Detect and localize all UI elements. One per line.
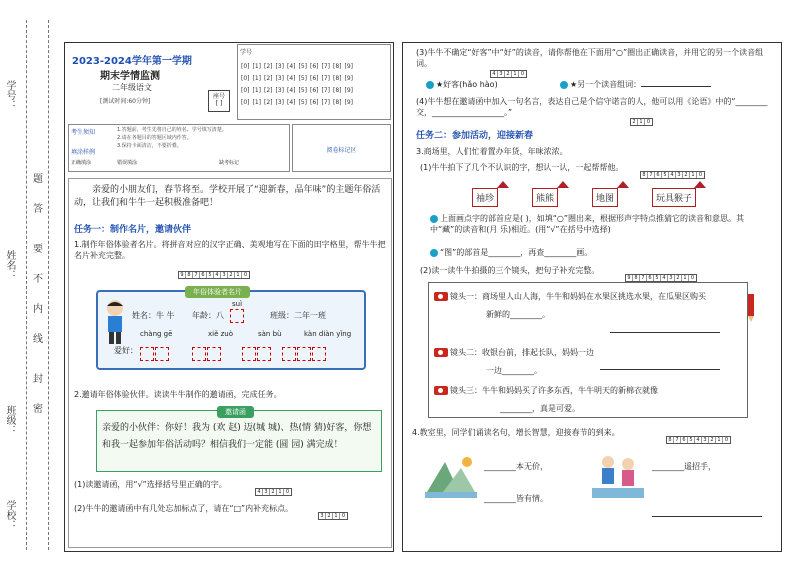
digit[interactable]: [1]	[252, 63, 261, 70]
pinyin: chàng gē	[140, 330, 173, 338]
score-cell[interactable]: 5	[207, 272, 214, 278]
answer-line-wrap[interactable]	[652, 502, 762, 521]
card-age: 年龄：八	[192, 311, 224, 320]
digit[interactable]: [2]	[264, 87, 273, 94]
correct-label: 正确填涂	[71, 160, 92, 166]
score-cell[interactable]: 0	[690, 274, 695, 281]
seal-char: 不	[33, 274, 43, 285]
student-no-label: 学号：	[4, 80, 15, 110]
digit[interactable]: [0]	[241, 75, 250, 82]
pinyin: sàn bù	[258, 330, 282, 338]
score-cell[interactable]: 0	[243, 271, 248, 278]
digit[interactable]: [2]	[264, 75, 273, 82]
digit[interactable]: [3]	[275, 75, 284, 82]
q3-1-a-text: 上面画点字的部首应是( )，如填“○”圈出来，根据形声字特点推猜它的读音和意思。其中“藏”的读音和(月 乐)相近。(用“√”在括号中选择)	[430, 214, 745, 234]
intro-text: 亲爱的小朋友们，春节将至。学校开展了“迎新春，品年味”的主题年俗活动，让我们和牛牛一起积极准备吧！	[74, 185, 381, 208]
digit[interactable]: [9]	[344, 63, 353, 70]
score-cell[interactable]: 1	[682, 275, 689, 281]
q4-score-box[interactable]	[630, 111, 653, 130]
score-cell[interactable]: 4	[669, 172, 676, 178]
q1-score-box[interactable]	[178, 264, 250, 283]
q3a-other-label: ★另一个读音组词：	[570, 80, 642, 89]
digit[interactable]: [8]	[333, 99, 342, 106]
bullet-icon	[426, 81, 434, 89]
digit-row[interactable]	[241, 87, 353, 94]
q2-1-text: (1)读邀请函，用“√”选择括号里正确的字。	[74, 480, 227, 489]
q1-text: 1.制作年俗体验者名片。将拼音对应的汉字正确、美观地写在下面的田字格里，帮牛牛把名片补充完整。	[74, 240, 386, 260]
score-cell[interactable]: 5	[688, 437, 695, 443]
digit[interactable]: [6]	[310, 63, 319, 70]
score-cell[interactable]: 3	[263, 489, 270, 495]
score-cell[interactable]: 2	[683, 172, 690, 178]
shot1-b: 新鲜的________。	[486, 310, 550, 319]
score-cell[interactable]: 2	[709, 437, 716, 443]
missing-label: 缺考标记	[219, 160, 240, 166]
tian-grid[interactable]	[207, 347, 221, 361]
digit[interactable]: [5]	[298, 99, 307, 106]
digit[interactable]: [0]	[241, 63, 250, 70]
score-cell[interactable]: 3	[702, 437, 709, 443]
poem1-a: ________本无价，	[484, 462, 548, 471]
score-cell[interactable]: 3	[498, 71, 505, 77]
invite-title: 邀请函	[217, 406, 254, 418]
score-cell[interactable]: 2	[675, 275, 682, 281]
score-cell[interactable]: 2	[631, 119, 638, 125]
digit[interactable]: [6]	[310, 75, 319, 82]
binding-line-inner	[48, 20, 49, 550]
pencil-icon	[744, 292, 758, 322]
grad-cap-icon	[617, 181, 629, 188]
seat-value: [ ]	[215, 100, 223, 107]
score-cell[interactable]: 5	[662, 172, 669, 178]
score-cell[interactable]: 5	[654, 275, 661, 281]
pinyin: kàn diàn yǐng	[304, 330, 352, 338]
subject: 二年级语文	[112, 83, 152, 92]
digit[interactable]: [4]	[287, 75, 296, 82]
task1-title: 任务一：制作名片，邀请伙伴	[74, 225, 192, 235]
notes-title: 考生须知	[71, 129, 96, 136]
shot2-b: 一边________。	[486, 366, 542, 375]
score-cell[interactable]: 3	[319, 513, 326, 519]
score-cell[interactable]: 1	[333, 513, 340, 519]
seal-char: 线	[33, 334, 43, 345]
seal-char: 答	[33, 204, 43, 215]
digit[interactable]: [7]	[321, 99, 330, 106]
digit[interactable]: [0]	[241, 87, 250, 94]
score-cell[interactable]: 2	[270, 489, 277, 495]
q2-1-score-box[interactable]	[255, 481, 292, 500]
card-title: 年俗体验者名片	[185, 286, 250, 298]
hobby-label: 爱好：	[114, 346, 138, 355]
shot1-text: 镜头一：商场里人山人海，牛牛和妈妈在水果区挑选水果，在瓜果区购买	[450, 292, 706, 301]
bullet-icon	[560, 81, 568, 89]
score-cell[interactable]: 4	[256, 489, 263, 495]
digit[interactable]: [4]	[287, 63, 296, 70]
score-cell[interactable]: 7	[193, 272, 200, 278]
answer-line[interactable]	[652, 516, 762, 517]
tian-grid[interactable]	[257, 347, 271, 361]
notes-line: 3.保持卡面清洁，不要折叠。	[117, 143, 182, 149]
grad-cap-icon	[694, 181, 706, 188]
q3-1-b-text: “图”的部首是________，再查________画。	[440, 248, 593, 257]
exam-no-grid	[237, 44, 391, 120]
seal-char: 封	[33, 374, 43, 385]
q4-text: (4)牛牛想在邀请函中加入一句名言，表达自己是个信守诺言的人，他可以用《论语》中的“________交，__________________。”	[416, 97, 768, 117]
tian-grid[interactable]	[242, 347, 256, 361]
answer-line[interactable]	[641, 86, 711, 87]
digit[interactable]: [8]	[333, 63, 342, 70]
q3a-other-row[interactable]	[560, 80, 711, 91]
poem2-a: ________遥招手，	[652, 462, 716, 471]
digit[interactable]: [5]	[298, 75, 307, 82]
score-cell[interactable]: 6	[655, 172, 662, 178]
answer-line-wrap[interactable]	[600, 355, 720, 374]
camera-icon	[434, 348, 448, 357]
card-class: 班级：二年一班	[270, 311, 326, 320]
title-exam: 期末学情监测	[100, 71, 160, 82]
score-cell[interactable]: 0	[646, 118, 651, 125]
name-label: 姓名：	[4, 250, 15, 280]
score-cell[interactable]: 3	[668, 275, 675, 281]
q4b-text: 4.教室里，同学们诵读名句，增长智慧，迎接春节的到来。	[412, 428, 620, 437]
word-card: 袖珍	[472, 188, 498, 207]
landscape-illustration	[425, 452, 477, 498]
digit[interactable]: [1]	[252, 87, 261, 94]
tian-grid[interactable]	[192, 347, 206, 361]
digit-row[interactable]	[241, 75, 353, 82]
q4b-score-box[interactable]	[666, 429, 731, 448]
notes-box	[68, 124, 290, 172]
children-illustration	[592, 450, 644, 498]
seal-char: 内	[33, 304, 43, 315]
grad-cap-icon	[497, 181, 509, 188]
q3-1-a	[430, 214, 776, 236]
notes-line: 2.请在各题目的答题区域内作答。	[117, 135, 192, 141]
shot2	[434, 348, 594, 359]
bullet-icon	[430, 249, 438, 257]
digit[interactable]: [4]	[287, 87, 296, 94]
answer-line[interactable]	[610, 332, 720, 333]
score-cell[interactable]: 7	[674, 437, 681, 443]
q3-text: 3.商场里，人们忙着置办年货，年味浓浓。	[416, 147, 568, 156]
task2-title: 任务二：参加活动，迎接新春	[416, 131, 534, 141]
title-year: 2023-2024学年第一学期	[72, 56, 192, 67]
word-card: 地图	[592, 188, 618, 207]
digit[interactable]: [8]	[333, 87, 342, 94]
q3-1-b	[430, 248, 592, 259]
digit[interactable]: [0]	[241, 99, 250, 106]
score-cell[interactable]: 0	[341, 512, 346, 519]
digit[interactable]: [5]	[298, 87, 307, 94]
score-cell[interactable]: 1	[277, 489, 284, 495]
tian-grid[interactable]	[312, 347, 326, 361]
digit[interactable]: [8]	[333, 75, 342, 82]
score-cell[interactable]: 9	[179, 272, 186, 278]
seal-char: 要	[33, 244, 43, 255]
score-cell[interactable]: 0	[285, 488, 290, 495]
score-cell[interactable]: 0	[724, 436, 729, 443]
q3a-reading	[426, 80, 498, 91]
score-cell[interactable]: 1	[716, 437, 723, 443]
digit[interactable]: [2]	[264, 63, 273, 70]
seal-char: 题	[33, 174, 43, 185]
shot3-text: 镜头三：牛牛和妈妈买了许多东西，牛牛明天的新棉衣就像	[450, 386, 658, 395]
digit[interactable]: [7]	[321, 63, 330, 70]
score-cell[interactable]: 4	[695, 437, 702, 443]
score-cell[interactable]: 8	[186, 272, 193, 278]
score-cell[interactable]: 6	[647, 275, 654, 281]
digit[interactable]: [2]	[264, 99, 273, 106]
score-cell[interactable]: 4	[214, 272, 221, 278]
card-pinyin-sui: suì	[232, 300, 243, 308]
score-cell[interactable]: 3	[676, 172, 683, 178]
digit[interactable]: [5]	[298, 63, 307, 70]
pinyin: xiě zuò	[208, 330, 234, 338]
shot1	[434, 292, 734, 303]
class-label: 班级：	[4, 405, 15, 435]
score-cell[interactable]: 8	[641, 172, 648, 178]
seal-char: 密	[33, 404, 43, 415]
hobby-grids[interactable]	[140, 343, 327, 362]
mark-area-label: 阅卷标记区	[326, 147, 357, 154]
tian-grid[interactable]	[140, 347, 154, 361]
score-cell[interactable]: 9	[626, 275, 633, 281]
digit[interactable]: [6]	[310, 87, 319, 94]
score-cell[interactable]: 4	[661, 275, 668, 281]
score-cell[interactable]: 4	[491, 71, 498, 77]
score-cell[interactable]: 1	[638, 119, 645, 125]
answer-line[interactable]	[600, 369, 720, 370]
digit[interactable]: [7]	[321, 75, 330, 82]
bullet-icon	[430, 215, 438, 223]
digit[interactable]: [4]	[287, 99, 296, 106]
q2-2-text: (2)牛牛的邀请函中有几处忘加标点了，请在“□”内补充标点。	[74, 504, 294, 513]
card-name: 姓名：牛 牛	[132, 311, 175, 320]
score-cell[interactable]: 1	[235, 272, 242, 278]
poem1-b: ________皆有情。	[484, 494, 548, 503]
score-cell[interactable]: 1	[512, 71, 519, 77]
q2-2-score-box[interactable]	[318, 505, 348, 524]
digit-row[interactable]	[241, 99, 353, 106]
mark-area	[292, 124, 391, 172]
tian-grid[interactable]	[155, 347, 169, 361]
notes-line: 1.答题前，考生先将自己的姓名、学号填写清楚。	[117, 127, 227, 133]
grad-cap-icon	[557, 181, 569, 188]
score-cell[interactable]: 6	[681, 437, 688, 443]
q2-text: 2.邀请年俗体验伙伴。读读牛牛制作的邀请函，完成任务。	[74, 390, 282, 399]
score-cell[interactable]: 7	[648, 172, 655, 178]
answer-line-wrap[interactable]	[610, 318, 720, 337]
score-cell[interactable]: 8	[667, 437, 674, 443]
seat-label: 座号	[212, 93, 225, 100]
shot2-text: 镜头二：收银台前，排起长队，妈妈一边	[450, 348, 594, 357]
tian-grid[interactable]	[282, 347, 296, 361]
camera-icon	[434, 292, 448, 301]
word-card: 玩具猴子	[652, 188, 696, 207]
digit[interactable]: [3]	[275, 99, 284, 106]
tian-grid[interactable]	[297, 347, 311, 361]
tian-grid[interactable]	[230, 309, 244, 323]
score-cell[interactable]: 2	[228, 272, 235, 278]
invite-text: 亲爱的小伙伴：你好！我为 (欢 赵) 迈(城 城)、热(情 猜)好客，你想和我一起参加年俗活动吗？相信我们一定能 (圆 园) 满完成！	[102, 423, 372, 451]
exam-no-label: 学号	[240, 49, 253, 56]
seat-box	[208, 90, 230, 112]
q3-2-text: (2)读一读牛牛拍摄的三个镜头，把句子补充完整。	[420, 266, 600, 275]
fill-title: 填涂样例	[71, 149, 96, 156]
score-cell[interactable]: 2	[326, 513, 333, 519]
wrong-label: 错误填涂	[117, 160, 138, 166]
score-cell[interactable]: 2	[505, 71, 512, 77]
digit[interactable]: [9]	[344, 87, 353, 94]
score-cell[interactable]: 8	[633, 275, 640, 281]
digit-row[interactable]	[241, 63, 353, 70]
score-cell[interactable]: 3	[221, 272, 228, 278]
digit[interactable]: [1]	[252, 75, 261, 82]
q3a-text: (3)牛牛不确定“好客”中“好”的读音，请你帮他在下面用“○”圈出正确读音，并用它的另一个读音组词。	[416, 48, 764, 68]
digit[interactable]: [1]	[252, 99, 261, 106]
school-label: 学校：	[4, 500, 15, 530]
score-cell[interactable]: 6	[200, 272, 207, 278]
camera-icon	[434, 386, 448, 395]
digit[interactable]: [9]	[344, 99, 353, 106]
exam-time: [测试时间:60分钟]	[100, 98, 151, 105]
shot3	[434, 386, 744, 397]
word-card: 熊熊	[532, 188, 558, 207]
shot3-b: ________，真是可爱。	[500, 404, 580, 413]
digit[interactable]: [6]	[310, 99, 319, 106]
score-cell[interactable]: 0	[698, 171, 703, 178]
score-cell[interactable]: 7	[640, 275, 647, 281]
boy-avatar	[102, 298, 128, 348]
score-cell[interactable]: 1	[690, 172, 697, 178]
q3-1-text: (1)牛牛拍下了几个不认识的字，想认一认，一起帮帮他。	[420, 163, 624, 172]
digit[interactable]: [3]	[275, 87, 284, 94]
q3a-line: ★好客(hǎo hào)	[436, 80, 498, 89]
digit[interactable]: [9]	[344, 75, 353, 82]
digit[interactable]: [7]	[321, 87, 330, 94]
score-cell[interactable]: 0	[520, 70, 525, 77]
digit[interactable]: [3]	[275, 63, 284, 70]
binding-line	[26, 20, 27, 550]
